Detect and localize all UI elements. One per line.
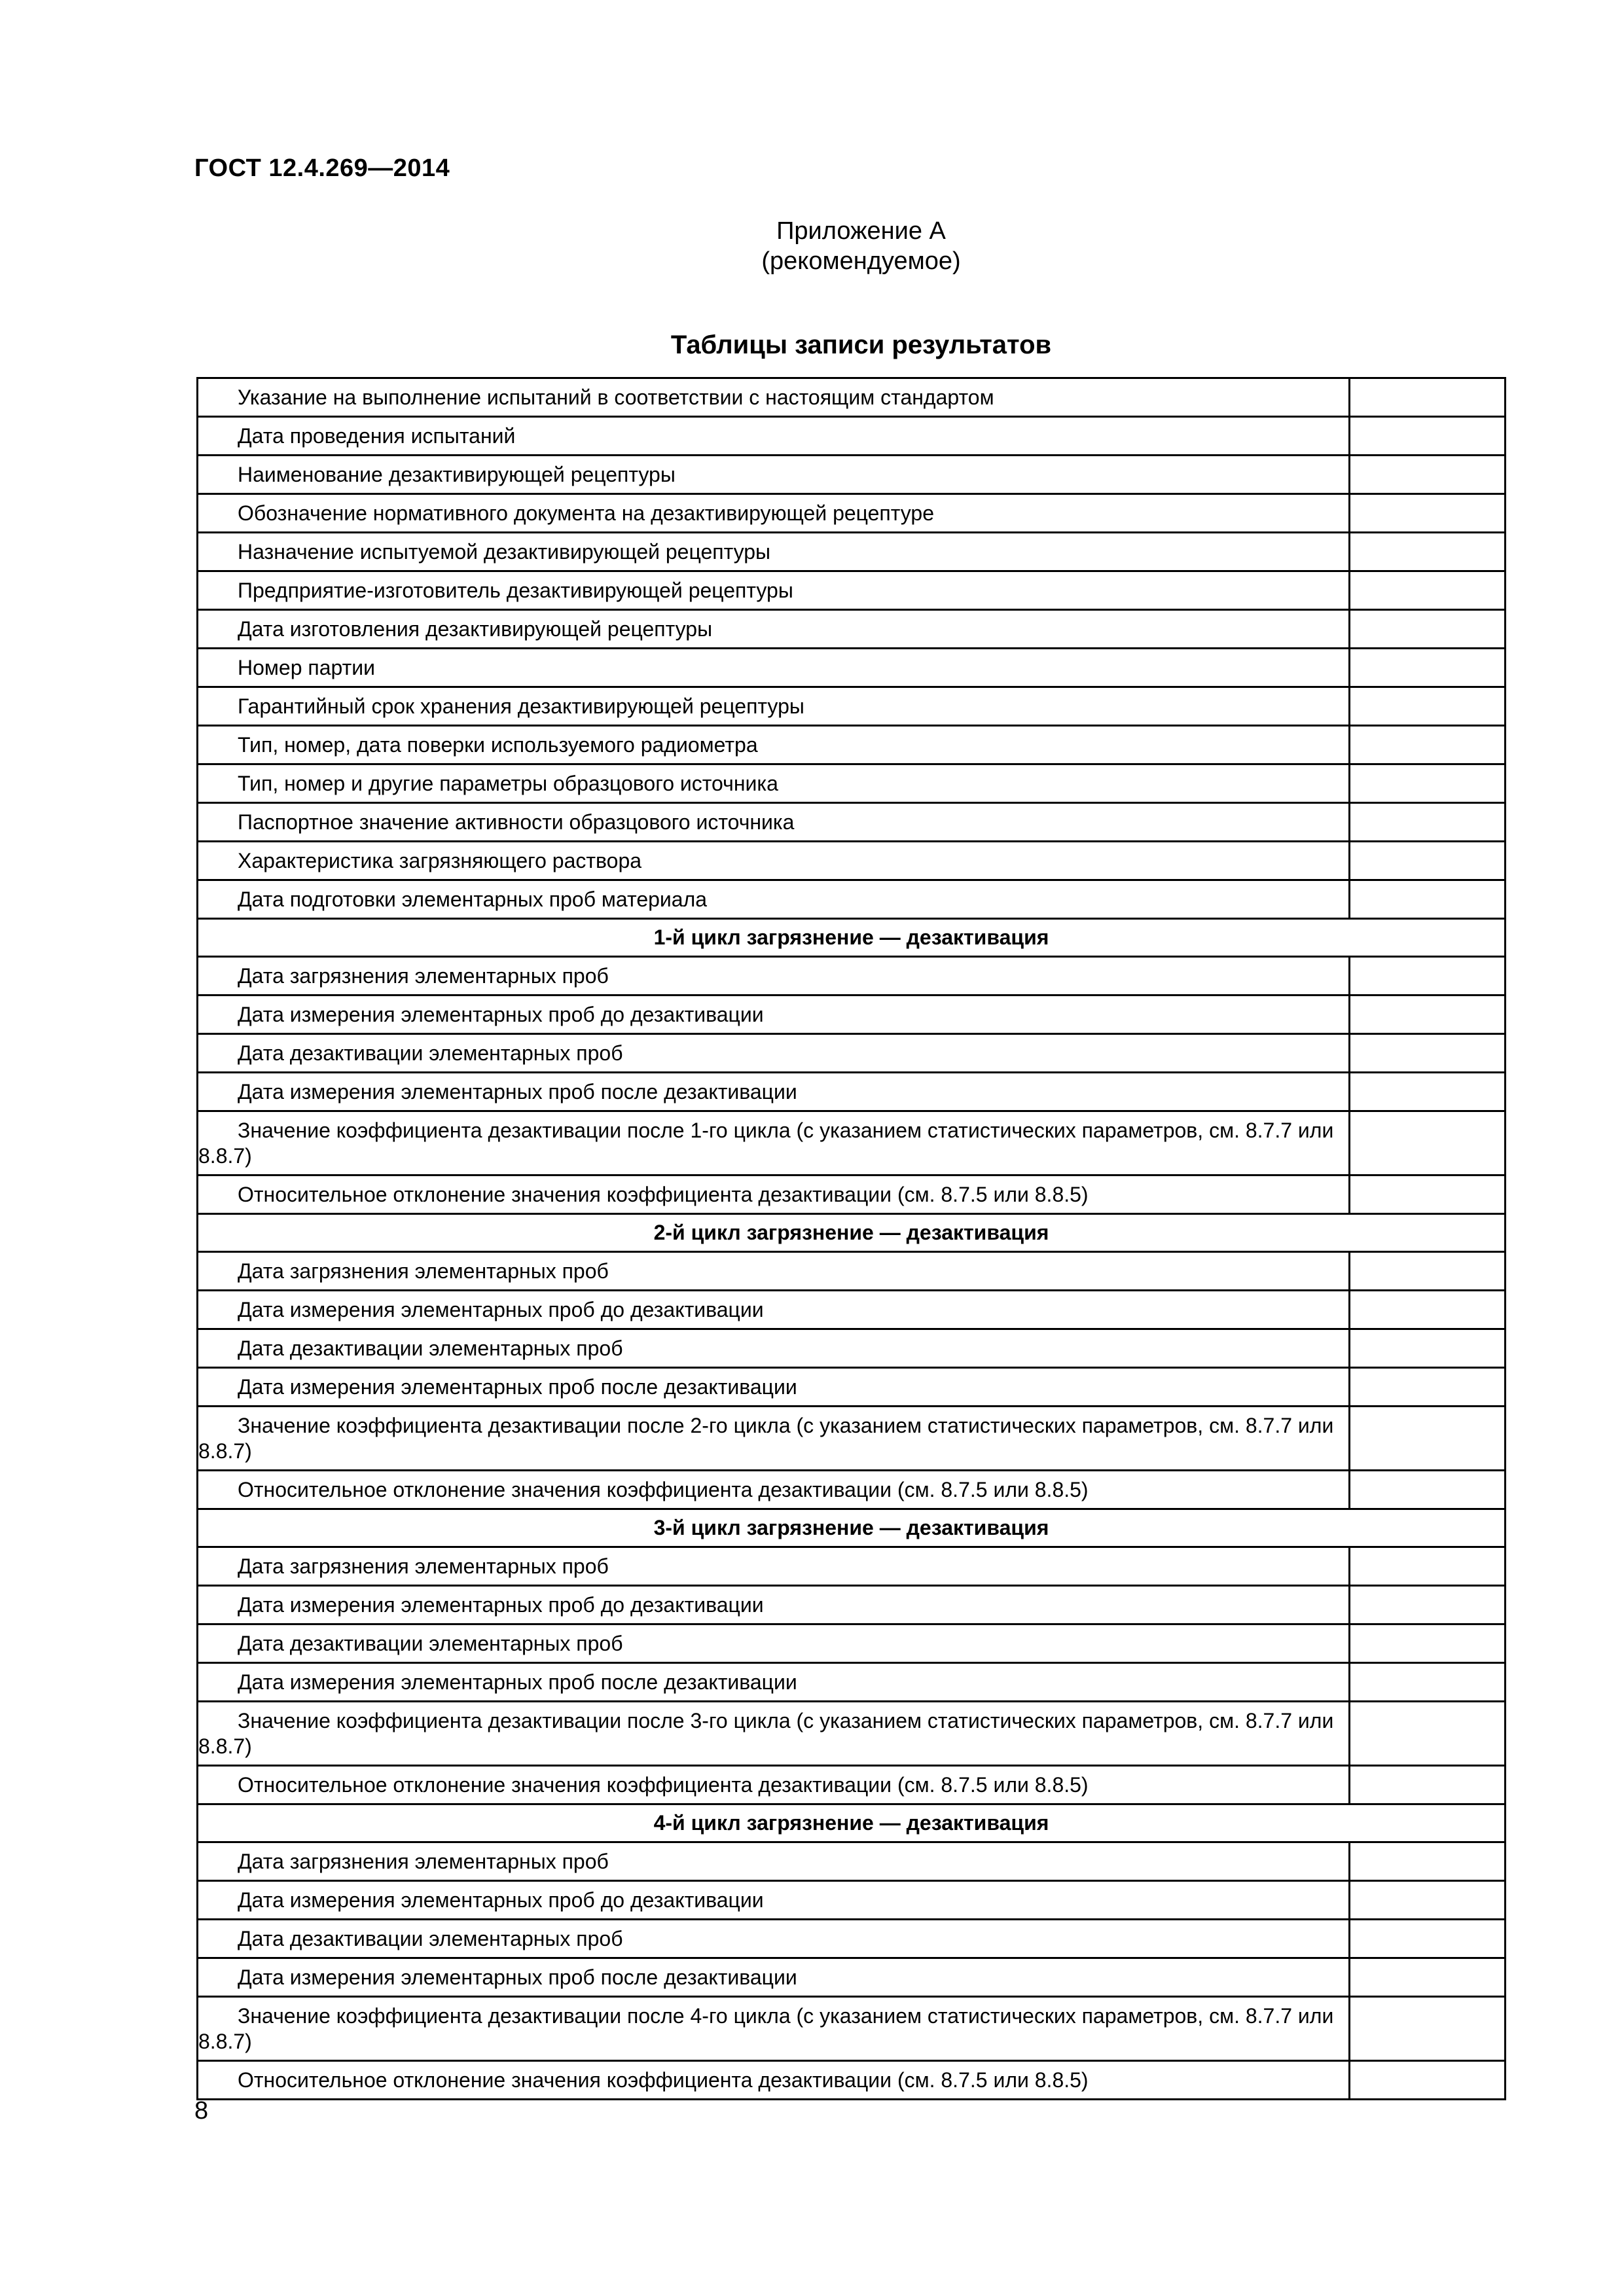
section-header-row [198,1509,1506,1547]
table-row [198,1291,1506,1329]
table-row [198,533,1506,571]
table-row [198,456,1506,494]
table-row [198,1547,1506,1586]
row-value-cell[interactable] [1350,533,1506,571]
table-row [198,1073,1506,1111]
row-label: Дата измерения элементарных проб до дезактивации [198,996,1350,1034]
table-row [198,1471,1506,1509]
row-label: Паспортное значение активности образцового источника [198,803,1350,842]
table-row [198,1663,1506,1702]
row-label: Дата измерения элементарных проб до дезактивации [198,1586,1350,1624]
table-row [198,1368,1506,1407]
row-value-cell[interactable] [1350,1407,1506,1471]
table-row [198,417,1506,456]
row-value-cell[interactable] [1350,1624,1506,1663]
table-row [198,494,1506,533]
table-row [198,1920,1506,1958]
table-row [198,649,1506,687]
row-label: Дата дезактивации элементарных проб [198,1034,1350,1073]
row-value-cell[interactable] [1350,1842,1506,1881]
row-label: Предприятие-изготовитель дезактивирующей рецептуры [198,571,1350,610]
row-label: Дата измерения элементарных проб до дезактивации [198,1291,1350,1329]
row-value-cell[interactable] [1350,1291,1506,1329]
row-label: Дата дезактивации элементарных проб [198,1624,1350,1663]
row-label: Указание на выполнение испытаний в соответствии с настоящим стандартом [198,378,1350,417]
appendix-subtitle: (рекомендуемое) [761,247,961,275]
row-label: Дата измерения элементарных проб после дезактивации [198,1958,1350,1997]
table-row [198,880,1506,919]
row-value-cell[interactable] [1350,996,1506,1034]
table-row [198,1702,1506,1766]
row-value-cell[interactable] [1350,1368,1506,1407]
section-title: 3-й цикл загрязнение — дезактивация [198,1509,1506,1547]
table-row [198,378,1506,417]
row-value-cell[interactable] [1350,1111,1506,1175]
row-label: Дата дезактивации элементарных проб [198,1920,1350,1958]
row-label: Относительное отклонение значения коэффициента дезактивации (см. 8.7.5 или 8.8.5) [198,1471,1350,1509]
row-value-cell[interactable] [1350,1702,1506,1766]
row-value-cell[interactable] [1350,456,1506,494]
table-row [198,1624,1506,1663]
row-value-cell[interactable] [1350,1252,1506,1291]
table-row [198,1842,1506,1881]
row-label: Дата загрязнения элементарных проб [198,1842,1350,1881]
row-label: Характеристика загрязняющего раствора [198,842,1350,880]
table-row [198,1407,1506,1471]
row-label: Дата измерения элементарных проб после дезактивации [198,1368,1350,1407]
row-value-cell[interactable] [1350,1586,1506,1624]
row-label: Значение коэффициента дезактивации после 4-го цикла (с указанием статистических параметров, см. 8.7.7 или 8.8.7) [198,1997,1350,2061]
row-value-cell[interactable] [1350,1958,1506,1997]
row-value-cell[interactable] [1350,1073,1506,1111]
row-label: Дата загрязнения элементарных проб [198,1547,1350,1586]
row-label: Дата измерения элементарных проб после дезактивации [198,1073,1350,1111]
row-label: Дата загрязнения элементарных проб [198,1252,1350,1291]
row-value-cell[interactable] [1350,417,1506,456]
row-value-cell[interactable] [1350,803,1506,842]
row-value-cell[interactable] [1350,1471,1506,1509]
section-title: 1-й цикл загрязнение — дезактивация [198,919,1506,957]
table-row [198,1586,1506,1624]
row-value-cell[interactable] [1350,1663,1506,1702]
row-value-cell[interactable] [1350,687,1506,726]
section-title: 4-й цикл загрязнение — дезактивация [198,1804,1506,1842]
row-label: Тип, номер и другие параметры образцового источника [198,764,1350,803]
section-header-row [198,919,1506,957]
row-value-cell[interactable] [1350,1997,1506,2061]
table-row [198,1034,1506,1073]
section-header-row [198,1214,1506,1252]
table-row [198,1997,1506,2061]
row-value-cell[interactable] [1350,726,1506,764]
row-label: Дата подготовки элементарных проб материала [198,880,1350,919]
row-value-cell[interactable] [1350,649,1506,687]
row-value-cell[interactable] [1350,378,1506,417]
row-value-cell[interactable] [1350,764,1506,803]
row-label: Дата измерения элементарных проб до дезактивации [198,1881,1350,1920]
row-value-cell[interactable] [1350,1881,1506,1920]
table-row [198,1881,1506,1920]
row-value-cell[interactable] [1350,842,1506,880]
row-value-cell[interactable] [1350,880,1506,919]
table-row [198,571,1506,610]
page-number: 8 [194,2097,209,2125]
table-row [198,957,1506,996]
row-label: Дата измерения элементарных проб после дезактивации [198,1663,1350,1702]
row-label: Относительное отклонение значения коэффициента дезактивации (см. 8.7.5 или 8.8.5) [198,2061,1350,2100]
row-label: Номер партии [198,649,1350,687]
row-label: Дата изготовления дезактивирующей рецептуры [198,610,1350,649]
row-value-cell[interactable] [1350,1547,1506,1586]
row-label: Обозначение нормативного документа на дезактивирующей рецептуре [198,494,1350,533]
row-label: Назначение испытуемой дезактивирующей рецептуры [198,533,1350,571]
results-table-body [198,378,1506,2100]
row-value-cell[interactable] [1350,957,1506,996]
row-value-cell[interactable] [1350,1034,1506,1073]
results-table [196,377,1506,2100]
table-row [198,1958,1506,1997]
row-label: Дата проведения испытаний [198,417,1350,456]
row-label: Наименование дезактивирующей рецептуры [198,456,1350,494]
row-label: Тип, номер, дата поверки используемого радиометра [198,726,1350,764]
table-title: Таблицы записи результатов [670,331,1052,359]
row-value-cell[interactable] [1350,1175,1506,1214]
table-row [198,803,1506,842]
row-value-cell[interactable] [1350,2061,1506,2100]
section-header-row [198,1804,1506,1842]
row-value-cell[interactable] [1350,1766,1506,1804]
table-row [198,996,1506,1034]
document-code: ГОСТ 12.4.269—2014 [194,154,450,182]
table-row [198,764,1506,803]
section-title: 2-й цикл загрязнение — дезактивация [198,1214,1506,1252]
table-row [198,2061,1506,2100]
row-label: Относительное отклонение значения коэффициента дезактивации (см. 8.7.5 или 8.8.5) [198,1766,1350,1804]
row-value-cell[interactable] [1350,1920,1506,1958]
row-value-cell[interactable] [1350,494,1506,533]
row-label: Дата дезактивации элементарных проб [198,1329,1350,1368]
row-label: Относительное отклонение значения коэффициента дезактивации (см. 8.7.5 или 8.8.5) [198,1175,1350,1214]
table-row [198,842,1506,880]
row-label: Гарантийный срок хранения дезактивирующей рецептуры [198,687,1350,726]
table-row [198,726,1506,764]
row-label: Дата загрязнения элементарных проб [198,957,1350,996]
table-row [198,1329,1506,1368]
table-row [198,610,1506,649]
table-row [198,1175,1506,1214]
row-label: Значение коэффициента дезактивации после 3-го цикла (с указанием статистических параметров, см. 8.7.7 или 8.8.7) [198,1702,1350,1766]
row-value-cell[interactable] [1350,610,1506,649]
table-row [198,687,1506,726]
table-row [198,1766,1506,1804]
table-row [198,1252,1506,1291]
appendix-heading [0,216,1624,276]
table-row [198,1111,1506,1175]
row-label: Значение коэффициента дезактивации после 2-го цикла (с указанием статистических параметров, см. 8.7.7 или 8.8.7) [198,1407,1350,1471]
appendix-title: Приложение А [776,217,946,245]
row-value-cell[interactable] [1350,1329,1506,1368]
row-label: Значение коэффициента дезактивации после 1-го цикла (с указанием статистических параметров, см. 8.7.7 или 8.8.7) [198,1111,1350,1175]
row-value-cell[interactable] [1350,571,1506,610]
